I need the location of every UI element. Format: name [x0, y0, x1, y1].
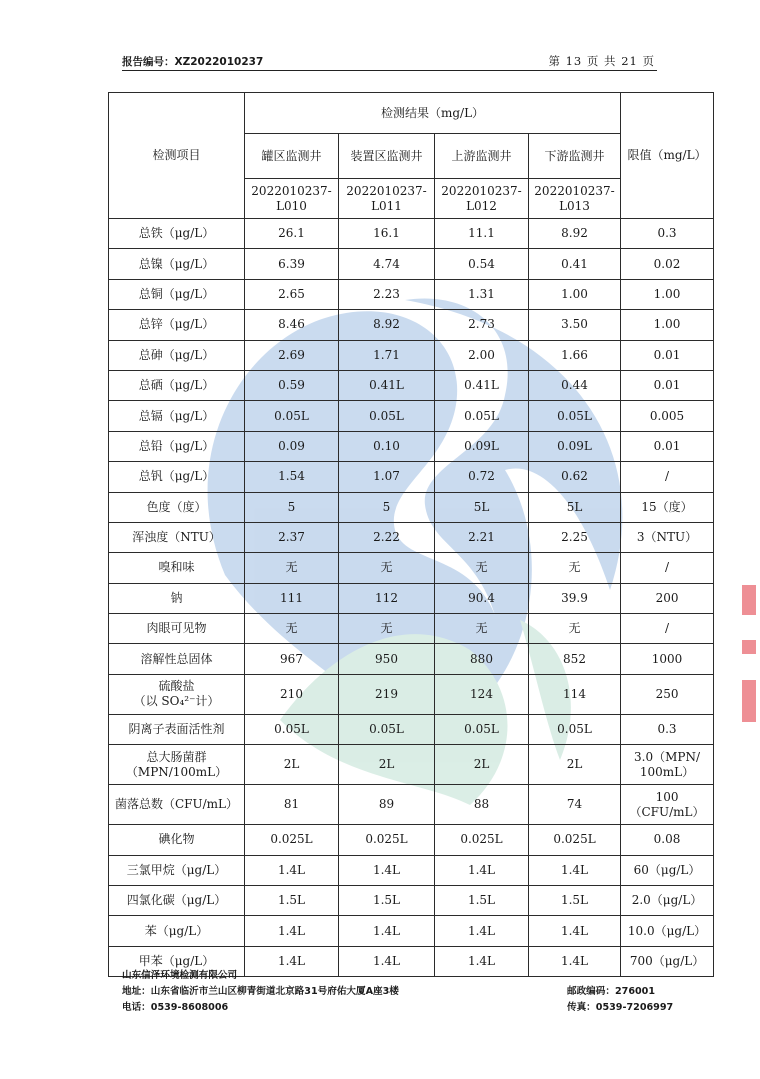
limit-cell: 0.01: [621, 370, 714, 400]
result-cell: 90.4: [435, 583, 529, 613]
limit-cell: 0.3: [621, 714, 714, 744]
result-cell: 111: [245, 583, 339, 613]
result-cell: 11.1: [435, 219, 529, 249]
result-cell: 无: [529, 553, 621, 583]
table-row: [109, 522, 714, 552]
result-cell: 1.4L: [245, 855, 339, 885]
result-cell: 39.9: [529, 583, 621, 613]
table-row: [109, 462, 714, 492]
result-cell: 1.07: [339, 462, 435, 492]
limit-cell: 15（度）: [621, 492, 714, 522]
page-header: [122, 52, 657, 71]
result-cell: 114: [529, 674, 621, 714]
item-name-cell: 总大肠菌群 （MPN/100mL）: [109, 745, 245, 785]
result-cell: 0.025L: [435, 825, 529, 855]
result-cell: 967: [245, 644, 339, 674]
table-row: [109, 714, 714, 744]
limit-cell: 3.0（MPN/ 100mL）: [621, 745, 714, 785]
table-row: [109, 370, 714, 400]
result-cell: 0.025L: [529, 825, 621, 855]
result-cell: 0.41L: [339, 370, 435, 400]
limit-cell: 1.00: [621, 279, 714, 309]
result-cell: 1.4L: [245, 946, 339, 976]
limit-cell: 0.01: [621, 340, 714, 370]
limit-cell: /: [621, 614, 714, 644]
result-cell: 1.54: [245, 462, 339, 492]
item-name-cell: 总铜（μg/L）: [109, 279, 245, 309]
result-cell: 0.59: [245, 370, 339, 400]
item-name-cell: 总铅（μg/L）: [109, 431, 245, 461]
results-header: 检测结果（mg/L）: [245, 93, 621, 134]
site-name: 下游监测井: [529, 134, 621, 179]
item-name-cell: 色度（度）: [109, 492, 245, 522]
result-cell: 0.05L: [529, 714, 621, 744]
limit-cell: /: [621, 462, 714, 492]
item-name-cell: 肉眼可见物: [109, 614, 245, 644]
result-cell: 74: [529, 785, 621, 825]
table-row: [109, 219, 714, 249]
table-row: [109, 492, 714, 522]
result-cell: 0.025L: [245, 825, 339, 855]
postcode: 邮政编码：276001: [567, 986, 656, 997]
result-cell: 无: [245, 614, 339, 644]
table-row: [109, 279, 714, 309]
result-cell: 2.37: [245, 522, 339, 552]
sample-code: 2022010237- L012: [435, 179, 529, 219]
result-cell: 2.21: [435, 522, 529, 552]
result-cell: 210: [245, 674, 339, 714]
item-name-cell: 总钒（μg/L）: [109, 462, 245, 492]
result-cell: 1.4L: [529, 946, 621, 976]
item-name-cell: 硫酸盐 （以 SO₄²⁻计）: [109, 674, 245, 714]
result-cell: 无: [529, 614, 621, 644]
result-cell: 124: [435, 674, 529, 714]
result-cell: 2.25: [529, 522, 621, 552]
table-row: [109, 249, 714, 279]
result-cell: 2.23: [339, 279, 435, 309]
result-cell: 8.92: [339, 310, 435, 340]
result-cell: 2.65: [245, 279, 339, 309]
result-cell: 0.10: [339, 431, 435, 461]
limit-cell: 0.08: [621, 825, 714, 855]
page-number: 第 13 页 共 21 页: [548, 54, 655, 68]
result-cell: 0.05L: [339, 714, 435, 744]
result-cell: 852: [529, 644, 621, 674]
result-cell: 5: [245, 492, 339, 522]
table-row: [109, 340, 714, 370]
limit-cell: 0.3: [621, 219, 714, 249]
table-row: [109, 310, 714, 340]
limit-cell: 3（NTU）: [621, 522, 714, 552]
result-cell: 0.05L: [339, 401, 435, 431]
result-cell: 0.62: [529, 462, 621, 492]
result-cell: 1.5L: [339, 886, 435, 916]
result-cell: 1.66: [529, 340, 621, 370]
result-cell: 88: [435, 785, 529, 825]
table-row: [109, 785, 714, 825]
result-cell: 6.39: [245, 249, 339, 279]
seal-mark: [742, 585, 756, 615]
result-cell: 8.46: [245, 310, 339, 340]
sample-code: 2022010237- L013: [529, 179, 621, 219]
result-cell: 0.05L: [245, 714, 339, 744]
result-cell: 0.05L: [435, 401, 529, 431]
limit-cell: 10.0（μg/L）: [621, 916, 714, 946]
header-row: [109, 93, 714, 134]
result-cell: 1.4L: [529, 916, 621, 946]
result-cell: 81: [245, 785, 339, 825]
item-name-cell: 嗅和味: [109, 553, 245, 583]
sample-code: 2022010237- L010: [245, 179, 339, 219]
limit-cell: 100 （CFU/mL）: [621, 785, 714, 825]
result-cell: 1.4L: [339, 916, 435, 946]
result-cell: 16.1: [339, 219, 435, 249]
result-cell: 无: [435, 614, 529, 644]
table-row: [109, 614, 714, 644]
item-name-cell: 总锌（μg/L）: [109, 310, 245, 340]
item-name-cell: 碘化物: [109, 825, 245, 855]
result-cell: 1.5L: [245, 886, 339, 916]
item-name-cell: 溶解性总固体: [109, 644, 245, 674]
result-cell: 2.22: [339, 522, 435, 552]
results-table: [108, 92, 714, 977]
item-name-cell: 钠: [109, 583, 245, 613]
limit-cell: 700（μg/L）: [621, 946, 714, 976]
table-row: [109, 674, 714, 714]
site-name: 装置区监测井: [339, 134, 435, 179]
item-name-cell: 阴离子表面活性剂: [109, 714, 245, 744]
company-address: 地址：山东省临沂市兰山区柳青街道北京路31号府佑大厦A座3楼: [122, 986, 399, 997]
table-row: [109, 644, 714, 674]
result-cell: 无: [435, 553, 529, 583]
result-cell: 1.4L: [435, 916, 529, 946]
limit-cell: /: [621, 553, 714, 583]
result-cell: 0.05L: [529, 401, 621, 431]
result-cell: 1.31: [435, 279, 529, 309]
result-cell: 2.69: [245, 340, 339, 370]
limit-cell: 200: [621, 583, 714, 613]
limit-cell: 1000: [621, 644, 714, 674]
result-cell: 0.05L: [245, 401, 339, 431]
result-cell: 0.05L: [435, 714, 529, 744]
table-row: [109, 401, 714, 431]
result-cell: 5L: [529, 492, 621, 522]
result-cell: 1.5L: [435, 886, 529, 916]
result-cell: 0.025L: [339, 825, 435, 855]
result-cell: 5: [339, 492, 435, 522]
result-cell: 219: [339, 674, 435, 714]
table-row: [109, 916, 714, 946]
item-name-cell: 浑浊度（NTU）: [109, 522, 245, 552]
phone: 电话：0539-8608006: [122, 1002, 229, 1013]
result-cell: 1.4L: [529, 855, 621, 885]
result-cell: 89: [339, 785, 435, 825]
table-row: [109, 886, 714, 916]
item-name-cell: 三氯甲烷（μg/L）: [109, 855, 245, 885]
table-row: [109, 583, 714, 613]
result-cell: 1.71: [339, 340, 435, 370]
result-cell: 0.09L: [435, 431, 529, 461]
result-cell: 1.00: [529, 279, 621, 309]
page-footer: [122, 968, 674, 1016]
result-cell: 2L: [245, 745, 339, 785]
result-cell: 0.09L: [529, 431, 621, 461]
limit-cell: 2.0（μg/L）: [621, 886, 714, 916]
report-number: 报告编号：XZ2022010237: [122, 56, 264, 68]
sample-code: 2022010237- L011: [339, 179, 435, 219]
item-name-cell: 总镉（μg/L）: [109, 401, 245, 431]
seal-mark: [742, 680, 756, 722]
limit-cell: 60（μg/L）: [621, 855, 714, 885]
item-name-cell: 菌落总数（CFU/mL）: [109, 785, 245, 825]
result-cell: 0.54: [435, 249, 529, 279]
result-cell: 8.92: [529, 219, 621, 249]
item-header: 检测项目: [109, 93, 245, 219]
result-cell: 0.41L: [435, 370, 529, 400]
result-cell: 2.73: [435, 310, 529, 340]
result-cell: 4.74: [339, 249, 435, 279]
result-cell: 1.4L: [339, 855, 435, 885]
item-name-cell: 苯（μg/L）: [109, 916, 245, 946]
site-name: 罐区监测井: [245, 134, 339, 179]
item-name-cell: 四氯化碳（μg/L）: [109, 886, 245, 916]
result-cell: 950: [339, 644, 435, 674]
result-cell: 26.1: [245, 219, 339, 249]
limit-cell: 0.005: [621, 401, 714, 431]
result-cell: 0.72: [435, 462, 529, 492]
result-cell: 无: [339, 614, 435, 644]
result-cell: 5L: [435, 492, 529, 522]
company-name: 山东信泽环境检测有限公司: [122, 970, 238, 981]
limit-cell: 250: [621, 674, 714, 714]
seal-mark: [742, 640, 756, 654]
result-cell: 1.4L: [435, 855, 529, 885]
result-cell: 880: [435, 644, 529, 674]
table-row: [109, 745, 714, 785]
result-cell: 1.4L: [435, 946, 529, 976]
result-cell: 0.09: [245, 431, 339, 461]
result-cell: 2L: [529, 745, 621, 785]
result-cell: 0.44: [529, 370, 621, 400]
item-name-cell: 总砷（μg/L）: [109, 340, 245, 370]
item-name-cell: 甲苯（μg/L）: [109, 946, 245, 976]
site-name: 上游监测井: [435, 134, 529, 179]
table-row: [109, 553, 714, 583]
result-cell: 无: [245, 553, 339, 583]
limit-cell: 0.02: [621, 249, 714, 279]
result-cell: 1.4L: [339, 946, 435, 976]
table-row: [109, 431, 714, 461]
result-cell: 2.00: [435, 340, 529, 370]
limit-cell: 0.01: [621, 431, 714, 461]
limit-header: 限值（mg/L）: [621, 93, 714, 219]
result-cell: 3.50: [529, 310, 621, 340]
result-cell: 1.4L: [245, 916, 339, 946]
limit-cell: 1.00: [621, 310, 714, 340]
item-name-cell: 总硒（μg/L）: [109, 370, 245, 400]
result-cell: 0.41: [529, 249, 621, 279]
result-cell: 1.5L: [529, 886, 621, 916]
table-row: [109, 825, 714, 855]
item-name-cell: 总铁（μg/L）: [109, 219, 245, 249]
result-cell: 112: [339, 583, 435, 613]
item-name-cell: 总镍（μg/L）: [109, 249, 245, 279]
result-cell: 2L: [435, 745, 529, 785]
fax: 传真：0539-7206997: [567, 1002, 674, 1013]
result-cell: 无: [339, 553, 435, 583]
table-row: [109, 855, 714, 885]
result-cell: 2L: [339, 745, 435, 785]
